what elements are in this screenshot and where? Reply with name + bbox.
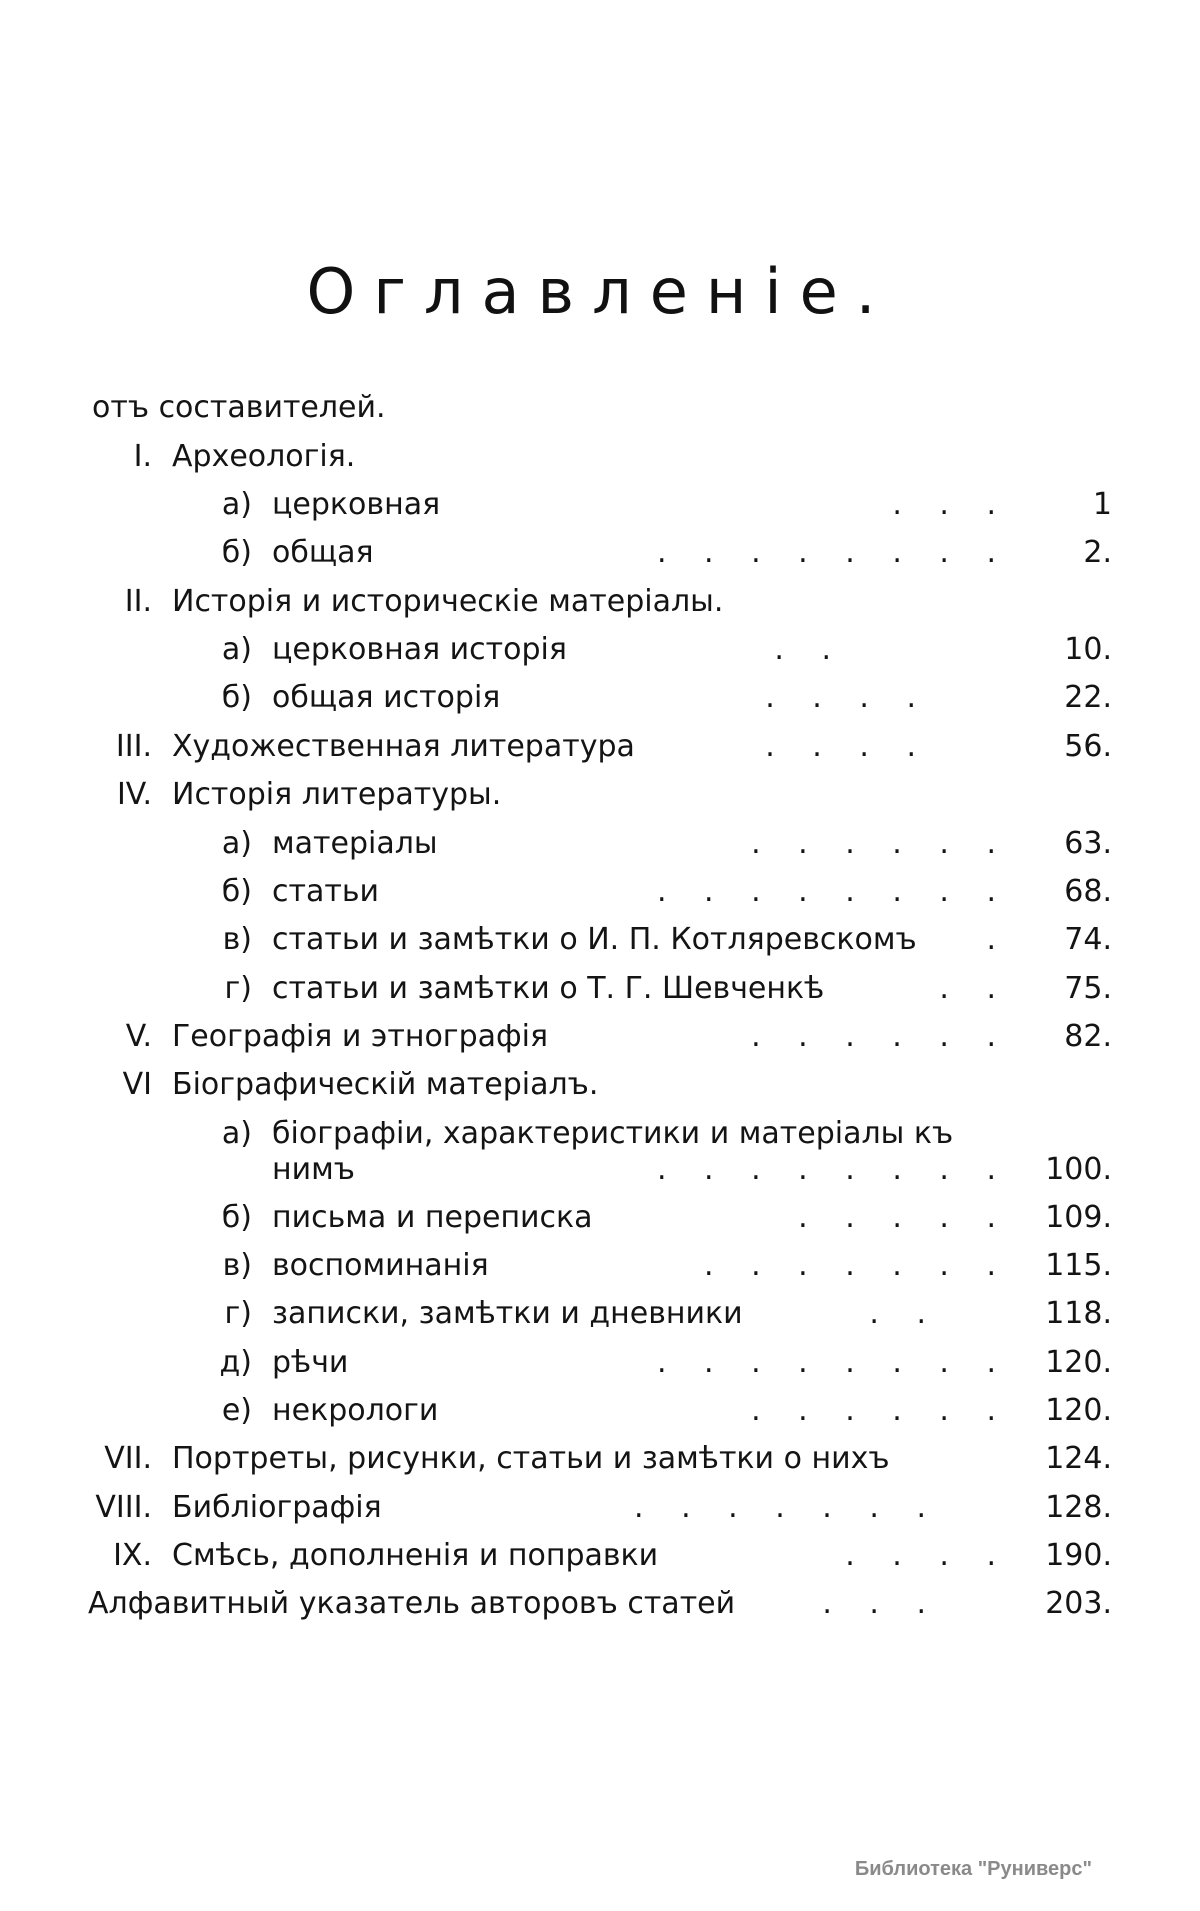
- entry-text: Археологія.: [172, 439, 356, 474]
- entry-number: VII.: [104, 1441, 152, 1476]
- dot-leader: . . . . . .: [751, 1393, 1010, 1428]
- entry-number: а): [221, 632, 252, 667]
- entry-text: статьи и замѣтки о И. П. Котляревскомъ: [272, 922, 917, 957]
- dot-leader: . . . . . . . .: [656, 874, 1010, 909]
- entry-text: отъ составителей.: [92, 390, 386, 425]
- library-watermark: Библиотека "Руниверс": [854, 1858, 1092, 1880]
- entry-number: а): [221, 1116, 252, 1151]
- dot-leader: . . . .: [845, 1538, 1010, 1573]
- entry-text: рѣчи: [272, 1345, 349, 1380]
- page-number: 109.: [1045, 1200, 1112, 1235]
- dot-leader: . . . . . . . .: [656, 1345, 1010, 1380]
- page-number: 120.: [1045, 1345, 1112, 1380]
- entry-text: записки, замѣтки и дневники: [272, 1296, 743, 1331]
- page-number: 120.: [1045, 1393, 1112, 1428]
- page-number: 68.: [1064, 874, 1112, 909]
- entry-number: V.: [125, 1019, 152, 1054]
- page-number: 22.: [1064, 680, 1112, 715]
- dot-leader: . . .: [892, 487, 1010, 522]
- page-number: 128.: [1045, 1490, 1112, 1525]
- entry-number: IX.: [113, 1538, 152, 1573]
- entry-text: Исторія и историческіе матеріалы.: [172, 584, 724, 619]
- page-number: 100.: [1045, 1152, 1112, 1187]
- entry-number: а): [221, 487, 252, 522]
- dot-leader: . . . . . . .: [634, 1490, 940, 1525]
- entry-text: общая: [272, 535, 374, 570]
- entry-text: Портреты, рисунки, статьи и замѣтки о нихъ: [172, 1441, 890, 1476]
- entry-text: некрологи: [272, 1393, 439, 1428]
- entry-text: церковная: [272, 487, 441, 522]
- entry-number: б): [221, 680, 252, 715]
- dot-leader: . .: [774, 632, 845, 667]
- entry-text: воспоминанія: [272, 1248, 489, 1283]
- entry-text: Алфавитный указатель авторовъ статей: [88, 1586, 736, 1621]
- dot-leader: .: [986, 922, 1010, 957]
- dot-leader: . .: [939, 971, 1010, 1006]
- page-number: 1: [1092, 487, 1112, 522]
- dot-leader: . . . . . .: [751, 1019, 1010, 1054]
- entry-text: церковная исторія: [272, 632, 567, 667]
- page-number: 124.: [1045, 1441, 1112, 1476]
- entry-number: а): [221, 826, 252, 861]
- page-number: 203.: [1045, 1586, 1112, 1621]
- page-number: 56.: [1064, 729, 1112, 764]
- entry-number: I.: [133, 439, 152, 474]
- entry-number: IV.: [116, 777, 152, 812]
- page-number: 63.: [1064, 826, 1112, 861]
- page-number: 75.: [1064, 971, 1112, 1006]
- entry-text: письма и переписка: [272, 1200, 593, 1235]
- entry-number: VI: [122, 1067, 152, 1102]
- entry-number: д): [219, 1345, 252, 1380]
- entry-text: статьи и замѣтки о Т. Г. Шевченкѣ: [272, 971, 825, 1006]
- entry-text: статьи: [272, 874, 380, 909]
- page-number: 82.: [1064, 1019, 1112, 1054]
- entry-number: б): [221, 535, 252, 570]
- page-number: 74.: [1064, 922, 1112, 957]
- page-number: 115.: [1045, 1248, 1112, 1283]
- entry-number: в): [222, 922, 252, 957]
- entry-text: Смѣсь, дополненія и поправки: [172, 1538, 659, 1573]
- entry-text: Исторія литературы.: [172, 777, 502, 812]
- entry-number: б): [221, 874, 252, 909]
- dot-leader: . . .: [822, 1586, 940, 1621]
- page-number: 10.: [1064, 632, 1112, 667]
- page-number: 2.: [1083, 535, 1112, 570]
- entry-text: матеріалы: [272, 826, 438, 861]
- entry-number: б): [221, 1200, 252, 1235]
- entry-number: VIII.: [95, 1490, 152, 1525]
- entry-number: III.: [115, 729, 152, 764]
- entry-number: в): [222, 1248, 252, 1283]
- entry-number: II.: [124, 584, 152, 619]
- dot-leader: . . . . . . . .: [656, 1152, 1010, 1187]
- dot-leader: . . . . .: [798, 1200, 1010, 1235]
- dot-leader: . . . . . . . .: [656, 535, 1010, 570]
- entry-text: Біографическій матеріалъ.: [172, 1067, 599, 1102]
- entry-text: нимъ: [272, 1152, 355, 1187]
- entry-text: Художественная литература: [172, 729, 635, 764]
- dot-leader: . . . . . . .: [704, 1248, 1010, 1283]
- entry-number: е): [221, 1393, 252, 1428]
- entry-text: Библіографія: [172, 1490, 382, 1525]
- page-number: 190.: [1045, 1538, 1112, 1573]
- entry-text: общая исторія: [272, 680, 501, 715]
- entry-text: Географія и этнографія: [172, 1019, 549, 1054]
- dot-leader: . . . .: [765, 680, 930, 715]
- page-number: 118.: [1045, 1296, 1112, 1331]
- dot-leader: . . . . . .: [751, 826, 1010, 861]
- dot-leader: . . . .: [765, 729, 930, 764]
- page-title: Оглавленіе.: [306, 255, 894, 328]
- entry-number: г): [224, 971, 252, 1006]
- dot-leader: . .: [869, 1296, 940, 1331]
- entry-text: біографіи, характеристики и матеріалы къ: [272, 1116, 954, 1151]
- entry-number: г): [224, 1296, 252, 1331]
